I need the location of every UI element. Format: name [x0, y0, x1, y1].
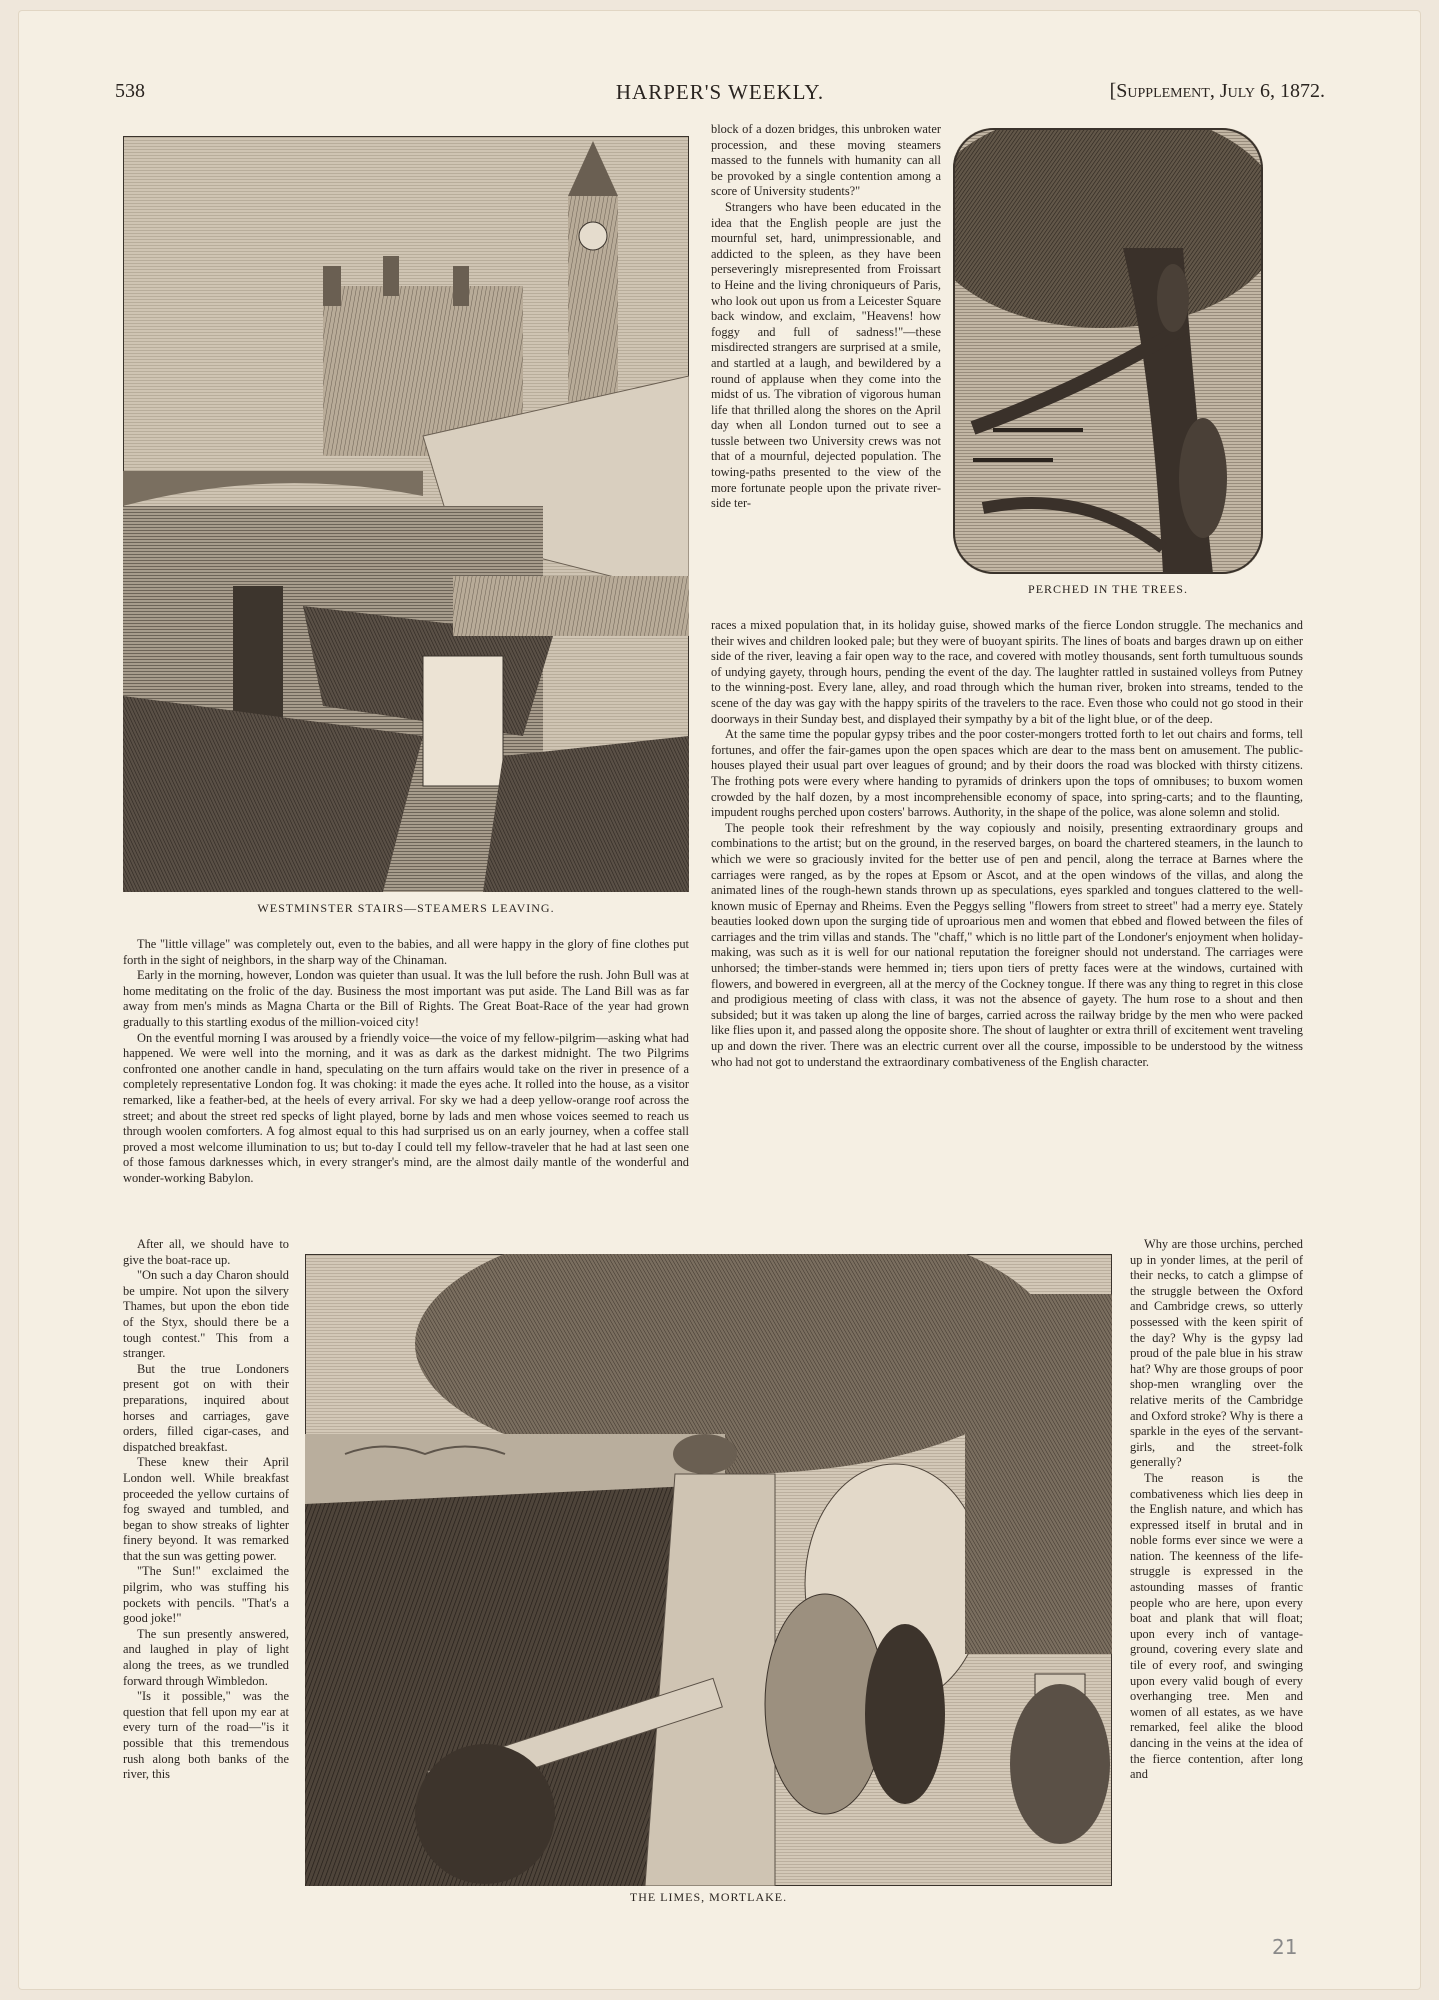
- paragraph: block of a dozen bridges, this unbroken water procession, and these moving steamers massed to the funnels with humanity can all be provoked by a single contention among a score of University students?": [711, 122, 941, 199]
- page-header: [115, 80, 1325, 108]
- caption-trees: PERCHED IN THE TREES.: [1028, 582, 1188, 596]
- paragraph: On the eventful morning I was aroused by a friendly voice—the voice of my fellow-pilgrim—asking what had happened. We were well into the morning, and it was as dark as the darkest midnight. The two Pilgrims confronted one another candle in hand, speculating on the turn affairs would take on the river in presence of a completely representative London fog. It was choking: it made the eyes ache. It rolled into the house, as a visitor remarked, like a feather-bed, at the heels of every arrival. For sky we had a deep yellow-orange roof across the street; and about the street red specks of light played, borne by lads and men whose voices seemed to reach us through woolen comforters. A fog almost equal to this had surprised us on an early journey, when a coffee stall proved a most welcome illumination to us; but to-day I could tell my fellow-traveler that he had at last seen one of those famous darknesses which, in every stranger's mind, are the almost daily mantle of the wonderful and wonder-working Babylon.: [123, 1030, 689, 1185]
- paragraph: The "little village" was completely out, even to the babies, and all were happy in the glory of fine clothes put forth in the sight of neighbors, in the sharp way of the Chinaman.: [123, 937, 689, 967]
- paragraph: The reason is the combativeness which lies deep in the English nature, and which has expressed itself in brutal and in noble forms ever since we were a nation. The keenness of the life-struggle is expressed in the astounding masses of frantic people who are here, upon every boat and plank that will float; upon every inch of vantage-ground, covering every slate and tile of every roof, and swinging upon every valid bough of every overhanging tree. Men and women of all estates, as we have remarked, feel alike the blood dancing in the veins at the idea of the fierce contention, after long and: [1130, 1470, 1303, 1782]
- paragraph: The sun presently answered, and laughed in play of light along the trees, as we trundled forward through Wimbledon.: [123, 1626, 289, 1688]
- caption-westminster: WESTMINSTER STAIRS—STEAMERS LEAVING.: [257, 901, 555, 915]
- issue-date: [Supplement, July 6, 1872.: [1109, 80, 1325, 102]
- paragraph: But the true Londoners present got on with their preparations, inquired about horses and carriages, gave orders, filled cigar-cases, and dispatched breakfast.: [123, 1361, 289, 1454]
- paragraph: These knew their April London well. While breakfast proceeded the yellow curtains of fog swayed and tumbled, and began to show streaks of lighter finery beyond. It was remarked that the sun was getting power.: [123, 1455, 289, 1563]
- column-narrow-right: [1130, 1237, 1303, 1783]
- paragraph: "On such a day Charon should be umpire. Not upon the silvery Thames, but upon the ebon tide of the Styx, should there be a tough contest." This from a stranger.: [123, 1268, 289, 1361]
- paragraph: The people took their refreshment by the way copiously and noisily, presenting extraordinary groups and combinations to the artist; but on the ground, in the reserved barges, on board the chartered steamers, in the launch to which we were so graciously invited for the better use of pen and pencil, along the terrace at Barnes where the carriages were ranged, as by the ropes at Epsom or Ascot, and at the open windows of the villas, and along the animated lines of the rough-hewn stands thrown up as speculations, eyes sparkled and tongues clattered to the well-known music of Epernay and Rheims. Even the Peggys selling "flowers from street to street" had a merry eye. Stately beauties looked down upon the surging tide of uproarious men and women that ebbed and flowed between the files of carriages and the trim villas and stands. The "chaff," which is no little part of the Londoner's enjoyment when holiday-making, was such as it is well for our national reputation the foreigner should not understand. The carriages were unhorsed; the timber-stands were hemmed in; tiers upon tiers of pretty faces were at the windows, curtained with flowers, and bowered in evergreen, all at the mercy of the Cockney tongue. If there was any thing to regret in this close and prodigious meeting of class with class, it was not the absence of gayety. The hum rose to a shout and then subsided; but it was taken up along the line of barges, carried across the railway bridge by the men who were packed like flies upon it, and passed along the opposite shore. The shout of laughter or extra thrill of excitement went traveling up and down the river. There was an electric current over all the course, impossible to be understood by the witness who had not got to understand the extraordinary combativeness of the English character.: [711, 820, 1303, 1069]
- paragraph: Strangers who have been educated in the idea that the English people are just the mournful set, hard, unimpressionable, and addicted to the spleen, as they have been perseveringly misrepresented from Froissart to Heine and the living chroniqueurs of Paris, who look out upon us from a Leicester Square back window, and exclaim, "Heavens! how foggy and full of sadness!"—these misdirected strangers are surprised at a smile, and startled at a laugh, and bewildered by a round of applause when they come into the midst of us. The vibration of vigorous human life that thrilled along the shores on the April day when all London turned out to see a tussle between two University crews was not that of a mournful, dejected population. The towing-paths presented to the view of the more fortunate people upon the private river-side ter-: [711, 199, 941, 511]
- paragraph: Why are those urchins, perched up in yonder limes, at the peril of their necks, to catch a glimpse of the struggle between the Oxford and Cambridge crews, so utterly possessed with the keen spirit of the day? Why is the gypsy lad proud of the pale blue in his straw hat? Why are those groups of poor shop-men wrangling over the relative merits of the Cambridge and Oxford stroke? Why is there a sparkle in the eyes of the servant-girls, and the street-folk generally?: [1130, 1237, 1303, 1470]
- column-wide-right: [711, 618, 1303, 1070]
- paragraph: races a mixed population that, in its holiday guise, showed marks of the fierce London struggle. The mechanics and their wives and children looked pale; but they were of buoyant spirits. The lines of boats and barges drawn up on either side of the river, leaving a fair open way to the race, and covered with motley thousands, sent forth tumultuous sounds of undying gayety, through hours, pending the event of the day. The laughter rattled in sustained volleys from Putney to the winning-post. Every lane, alley, and road through which the human river, broken into streams, tended to the scene of the day was gay with the happy spirits of the travelers to the race. Even those who could not go stood in their doorways in their Sunday best, and displayed their sympathy by a bit of the light blue, or of the deep.: [711, 618, 1303, 726]
- column-wide-left: [123, 937, 689, 1187]
- limes-mortlake-engraving: [305, 1254, 1112, 1886]
- paragraph: "The Sun!" exclaimed the pilgrim, who was stuffing his pockets with pencils. "That's a good joke!": [123, 1564, 289, 1626]
- paragraph: "Is it possible," was the question that fell upon my ear at every turn of the road—"is it possible that this tremendous rush along both banks of the river, this: [123, 1689, 289, 1782]
- paragraph: At the same time the popular gypsy tribes and the poor coster-mongers trotted forth to let out chairs and forms, tell fortunes, and offer the fair-games upon the open spaces which are dear to the mass bent on amusement. The public-houses played their usual part over leagues of ground; and by their doors the road was blocked with thirsty citizens. The frothing pots were every where handing to pyramids of drinkers upon the tops of omnibuses; to buxom women crowded by the half dozen, by a most incomprehensible economy of space, into spring-carts; and to the flaunting, impudent roughs perched upon costers' barrows. Authority, in the shape of the police, was alone solemn and stolid.: [711, 727, 1303, 820]
- caption-limes: THE LIMES, MORTLAKE.: [629, 1890, 788, 1904]
- handwritten-page-number: 21: [1272, 1935, 1298, 1959]
- westminster-stairs-engraving: [123, 136, 689, 892]
- paragraph: After all, we should have to give the boat-race up.: [123, 1237, 289, 1267]
- publication-title: HARPER'S WEEKLY.: [615, 80, 825, 104]
- perched-in-trees-engraving: [953, 128, 1263, 574]
- paragraph: Early in the morning, however, London was quieter than usual. It was the lull before the rush. John Bull was at home meditating on the frolic of the day. Business the most important was put aside. The Land Bill was as far away from men's minds as Magna Charta or the Bill of Rights. The Great Boat-Race of the year had grown gradually to this startling exodus of the million-voiced city!: [123, 968, 689, 1029]
- column-narrow-left: [123, 1237, 289, 1783]
- page-number: 538: [115, 80, 145, 102]
- column-upper-right: [711, 122, 941, 512]
